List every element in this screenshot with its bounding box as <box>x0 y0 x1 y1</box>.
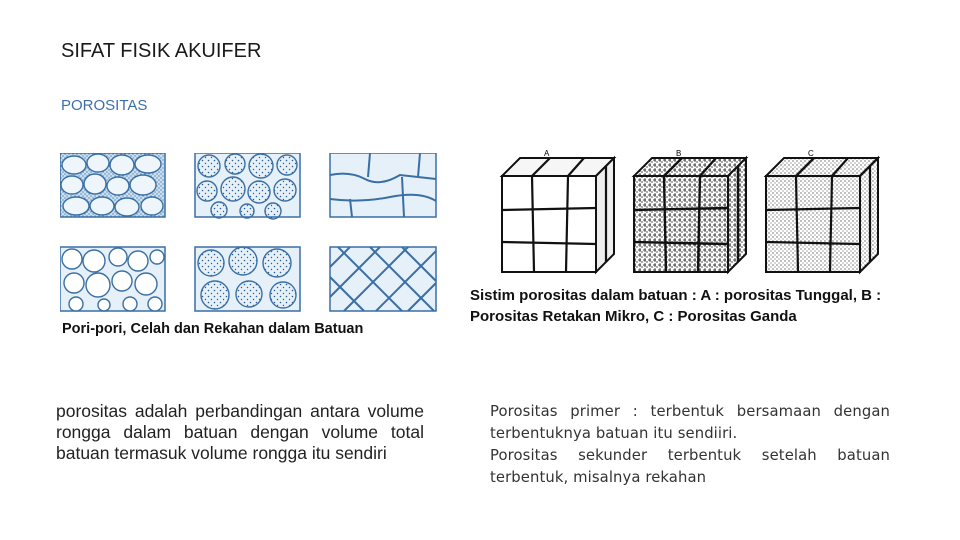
left-figure-caption: Pori-pori, Celah dan Rekahan dalam Batuan <box>62 321 364 337</box>
secondary-porosity-text: Porositas sekunder terbentuk setelah batuan terbentuk, misalnya rekahan <box>490 447 890 486</box>
right-figure-caption: Sistim porositas dalam batuan : A : porositas Tunggal, B : Porositas Retakan Mikro, C : Porositas Ganda <box>470 287 882 325</box>
grain-pores-icon <box>195 153 300 219</box>
primary-porosity-text: Porositas primer : terbentuk bersamaan dengan terbentuknya batuan itu sendiiri. <box>490 403 890 442</box>
block-micro-fracture <box>634 149 746 272</box>
porosity-blocks-figure <box>496 148 880 278</box>
porosity-types <box>490 401 890 489</box>
slide-title: SIFAT FISIK AKUIFER <box>61 40 262 62</box>
grain-pores-icon <box>195 247 300 311</box>
block-label-b: B <box>676 149 682 158</box>
block-label-c: C <box>808 149 814 158</box>
block-label-a: A <box>544 149 550 158</box>
section-subtitle: POROSITAS <box>61 97 148 114</box>
block-double-porosity <box>766 149 878 272</box>
fracture-net-icon <box>330 247 436 311</box>
porosity-panels-figure <box>60 153 440 313</box>
porosity-definition: porositas adalah perbandingan antara volume rongga dalam batuan dengan volume total batuan termasuk volume rongga itu sendiri <box>56 401 424 463</box>
block-single-porosity <box>502 149 614 272</box>
grain-pores-icon <box>60 153 165 217</box>
rock-crack-icon <box>330 153 436 217</box>
grain-pores-icon <box>60 247 165 311</box>
